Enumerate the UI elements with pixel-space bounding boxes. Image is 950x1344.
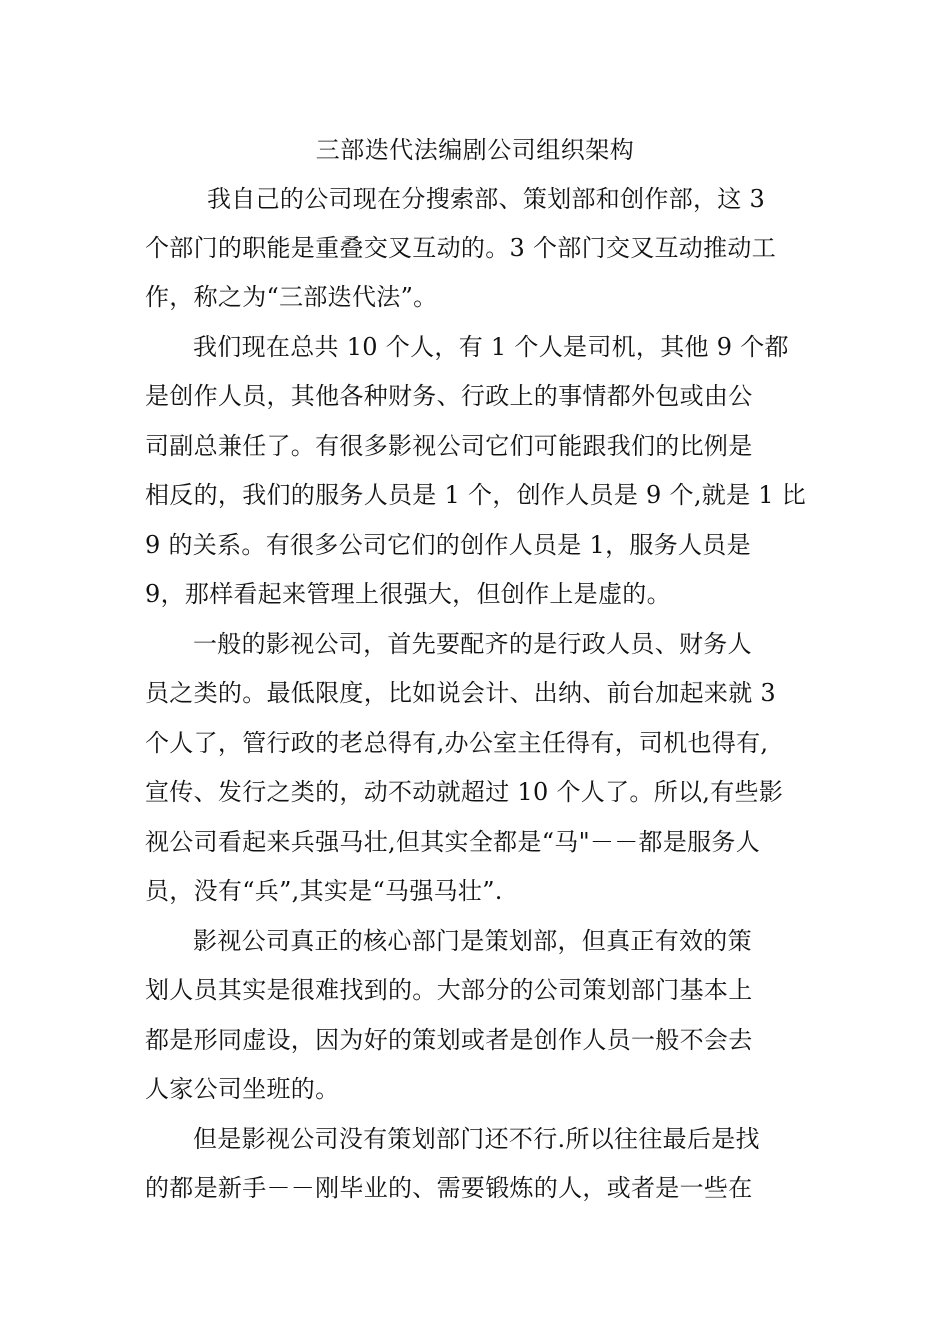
paragraph-line: 司副总兼任了。有很多影视公司它们可能跟我们的比例是 xyxy=(145,432,753,460)
paragraph-line: 我们现在总共 10 个人，有 1 个人是司机，其他 9 个都 xyxy=(193,333,789,361)
paragraph-line: 9 的关系。有很多公司它们的创作人员是 1，服务人员是 xyxy=(145,531,751,559)
paragraph-line: 影视公司真正的核心部门是策划部，但真正有效的策 xyxy=(193,927,752,955)
paragraph-line: 一般的影视公司，首先要配齐的是行政人员、财务人 xyxy=(193,630,752,658)
paragraph-line: 的都是新手－－刚毕业的、需要锻炼的人，或者是一些在 xyxy=(145,1174,753,1202)
paragraph-line: 但是影视公司没有策划部门还不行.所以往往最后是找 xyxy=(193,1125,760,1153)
paragraph-line: 个人了，管行政的老总得有,办公室主任得有，司机也得有, xyxy=(145,729,769,757)
page-title: 三部迭代法编剧公司组织架构 xyxy=(315,136,635,164)
paragraph-line: 我自己的公司现在分搜索部、策划部和创作部，这 3 xyxy=(207,185,766,213)
paragraph-line: 宣传、发行之类的，动不动就超过 10 个人了。所以,有些影 xyxy=(145,778,784,806)
paragraph-line: 视公司看起来兵强马壮,但其实全都是“马"－－都是服务人 xyxy=(145,828,761,856)
paragraph-line: 9，那样看起来管理上很强大，但创作上是虚的。 xyxy=(145,580,671,608)
paragraph-line: 人家公司坐班的。 xyxy=(145,1075,340,1103)
paragraph-line: 员，没有“兵”,其实是“马强马壮”. xyxy=(145,877,503,905)
paragraph-line: 相反的，我们的服务人员是 1 个，创作人员是 9 个,就是 1 比 xyxy=(145,481,807,509)
paragraph-line: 员之类的。最低限度，比如说会计、出纳、前台加起来就 3 xyxy=(145,679,776,707)
paragraph-line: 个部门的职能是重叠交叉互动的。3 个部门交叉互动推动工 xyxy=(145,234,776,262)
paragraph-line: 是创作人员，其他各种财务、行政上的事情都外包或由公 xyxy=(145,382,753,410)
paragraph-line: 作，称之为“三部迭代法”。 xyxy=(145,283,438,311)
paragraph-line: 都是形同虚设，因为好的策划或者是创作人员一般不会去 xyxy=(145,1026,753,1054)
paragraph-line: 划人员其实是很难找到的。大部分的公司策划部门基本上 xyxy=(145,976,753,1004)
